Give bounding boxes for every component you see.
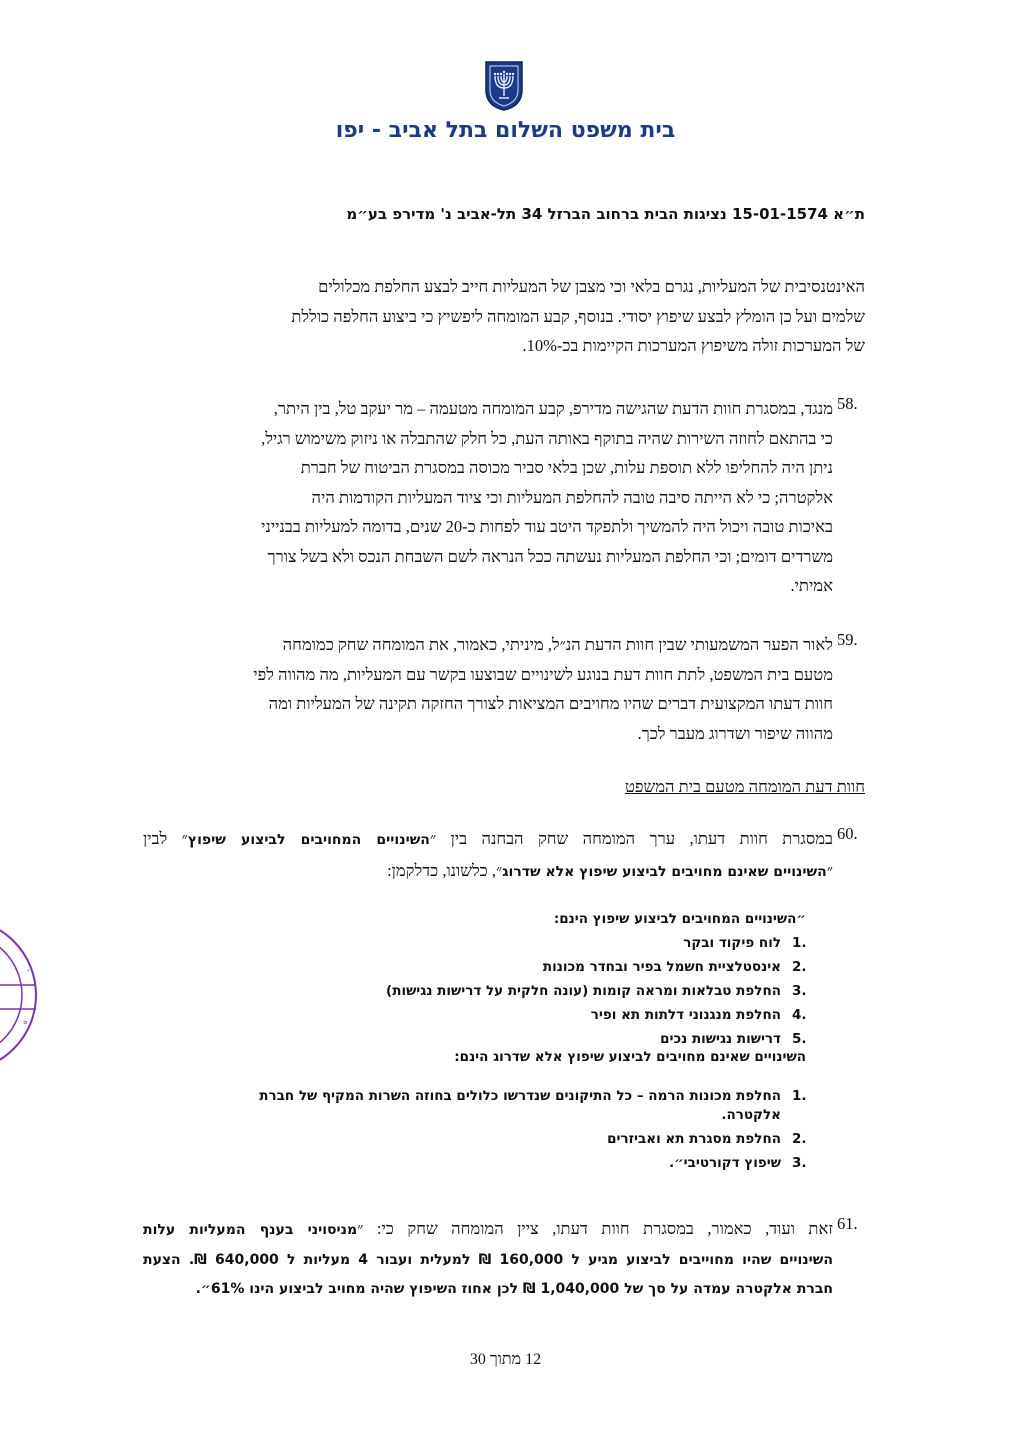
list-item: אינסטלציית חשמל בפיר ובחדר מכונות xyxy=(542,959,781,975)
page-number: 12 מתוך 30 xyxy=(469,1351,542,1368)
list-item-continuation: אלקטרה. xyxy=(721,1107,781,1123)
paragraph-line: לאור הפער המשמעותי שבין חוות הדעת הנ״ל, מיניתי, כאמור, את המומחה שחק כמומחה xyxy=(282,635,833,654)
list-item: החלפת מכונות הרמה – כל התיקונים שנדרשו כלולים בחוזה השרות המקיף של חברת xyxy=(259,1088,781,1104)
paragraph-60 xyxy=(143,824,833,887)
quote-title-not-required: השינויים שאינם מחויבים לביצוע שיפוץ אלא שדרוג הינם: xyxy=(454,1049,806,1065)
text-run: במסגרת חוות דעתו, ערך המומחה שחק הבחנה בין ״ xyxy=(429,829,833,848)
court-name: בית משפט השלום בתל אביב - יפו xyxy=(335,118,676,143)
list-number: 2. xyxy=(792,1131,807,1147)
list-number: 2. xyxy=(792,959,807,975)
state-emblem-icon xyxy=(484,60,524,112)
paragraph-line: שלמים ועל כן הומלץ לבצע שיפוץ יסודי. בנוסף, קבע המומחה ליפשיץ כי ביצוע החלפה כוללת xyxy=(291,306,865,326)
paragraph-line: מהווה שיפור ושדרוג מעבר לכך. xyxy=(637,723,833,743)
paragraph-61 xyxy=(143,1214,833,1305)
paragraph-line xyxy=(143,856,833,888)
list-number: 4. xyxy=(792,1007,807,1023)
paragraph-number: 60. xyxy=(837,824,858,843)
paragraph-line xyxy=(143,824,833,856)
paragraph-line: של המערכות זולה משיפוץ המערכות הקיימות בכ-10%. xyxy=(522,336,865,355)
list-item: החלפת מנגנוני דלתות תא ופיר xyxy=(590,1007,781,1023)
paragraph-line: אלקטרה; כי לא הייתה סיבה טובה להחלפת המעליות וכי ציוד המעליות הקודמות היה xyxy=(311,487,833,507)
paragraph-line xyxy=(143,1214,833,1246)
paragraph-line: האינטנסיבית של המעליות, נגרם בלאי וכי מצבן של המעליות חייב לבצע החלפת מכלולים xyxy=(318,277,865,296)
list-item: דרישות נגישות נכים xyxy=(660,1031,781,1047)
paragraph-number: 58. xyxy=(837,394,858,413)
svg-text:.: . xyxy=(26,961,30,974)
list-item: החלפת מסגרת תא ואביזרים xyxy=(607,1131,781,1147)
paragraph-line: אמיתי. xyxy=(790,576,833,595)
paragraph-line: מטעם בית המשפט, לתת חוות דעת בנוגע לשינויים שבוצעו בקשר עם המעליות, מה מהווה לפי xyxy=(253,664,833,684)
bold-run: מניסויני בענף המעליות עלות xyxy=(143,1222,358,1238)
text-run: ״ לבין xyxy=(143,829,188,848)
text-run: ״ xyxy=(826,860,833,880)
paragraph-line: באיכות טובה ויכול היה להמשיך ולתפקד היטב עוד לפחות כ-20 שנים, בדומה למעליות בבנייני xyxy=(261,517,833,536)
list-item: לוח פיקוד ובקר xyxy=(683,935,781,951)
text-run: זאת ועוד, כאמור, במסגרת חוות דעתו, ציין המומחה שחק כי: ״ xyxy=(357,1219,833,1238)
intro-paragraph xyxy=(145,272,865,361)
list-number: 3. xyxy=(792,983,807,999)
paragraph-58 xyxy=(143,394,833,601)
paragraph-line: ניתן היה להחליפו ללא תוספת עלות, שכן בלאי סביר מכוסה במסגרת הביטוח של חברת xyxy=(300,458,833,477)
paragraph-number: 61. xyxy=(837,1214,858,1233)
text-run: ״, כלשונו, כדלקמן: xyxy=(387,860,503,880)
list-number: 3. xyxy=(792,1155,807,1171)
list-item: החלפת טבלאות ומראה קומות (עונה חלקית על דרישות נגישות) xyxy=(386,983,781,999)
list-number: 1. xyxy=(792,935,807,951)
paragraph-59 xyxy=(143,630,833,748)
paragraph-line: משרדים דומים; וכי החלפת המעליות נעשתה ככל הנראה לשם השבחת הנכס ולא בשל צורך xyxy=(267,546,833,566)
svg-text:°: ° xyxy=(22,1019,28,1032)
list-item: שיפוץ דקורטיבי״. xyxy=(668,1155,781,1171)
paragraph-line: חברת אלקטרה עמדה על סך של 1,040,000 ₪ לכן אחוז השיפוץ שהיה מחויב לביצוע הינו 61%״. xyxy=(195,1281,833,1297)
bold-run: השינויים שאינם מחויבים לביצוע שיפוץ אלא שדרוג xyxy=(502,863,827,880)
paragraph-line: השינויים שהיו מחוייבים לביצוע מגיע ל 160,000 ₪ למעלית ועבור 4 מעליות ל 640,000 ₪. הצעת xyxy=(143,1251,834,1268)
list-number: 1. xyxy=(792,1088,807,1104)
paragraph-number: 59. xyxy=(837,630,858,649)
court-stamp-icon xyxy=(0,925,50,1065)
case-title: ת״א 15-01-1574 נציגות הבית ברחוב הברזל 34 תל-אביב נ' מדירפ בע״מ xyxy=(346,205,865,223)
paragraph-line: מנגד, במסגרת חוות הדעת שהגישה מדירפ, קבע המומחה מטעמה – מר יעקב טל, בין היתר, xyxy=(273,399,833,418)
paragraph-line: חוות דעתו המקצועית דברים שהיו מחויבים המציאות לצורך החזקה תקינה של המעליות ומה xyxy=(268,694,833,713)
list-number: 5. xyxy=(792,1031,807,1047)
bold-run: השינויים המחויבים לביצוע שיפוץ xyxy=(187,832,430,848)
section-heading: חוות דעת המומחה מטעם בית המשפט xyxy=(624,777,865,796)
quote-title-required: ״השינויים המחויבים לביצוע שיפוץ הינם: xyxy=(553,911,806,927)
paragraph-line: כי בהתאם לחוזה השירות שהיה בתוקף באותה העת, כל חלק שהתבלה או ניזוק משימוש רגיל, xyxy=(261,428,833,448)
